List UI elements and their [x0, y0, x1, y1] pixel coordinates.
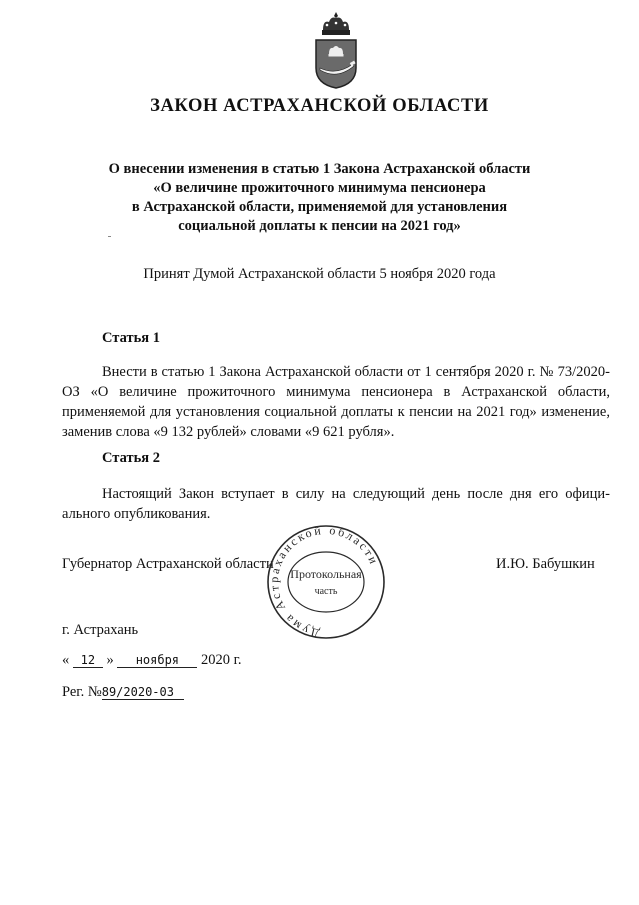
- subtitle-line: в Астраханской области, применяемой для установления: [131, 199, 508, 215]
- signatory-position: Губернатор Астраханской области: [62, 556, 274, 572]
- law-subtitle: [0, 160, 639, 236]
- stamp-center-line-2: часть: [314, 586, 338, 597]
- date-day-field: 12: [73, 653, 103, 668]
- document-title: ЗАКОН АСТРАХАНСКОЙ ОБЛАСТИ: [150, 96, 489, 116]
- stamp-center-line-1: Протокольная: [290, 567, 362, 581]
- article-1-text: Внести в статью 1 Закона Астраханской области от 1 сентября 2020 г. № 73/2020-ОЗ «О величине прожиточного минимума пенсионера в Астраханской области, применяемой для установления социальной доплаты к пенсии на 2021 год» изменение, заменив слова «9 132 рублей» словами «9 621 рубля».: [62, 364, 610, 440]
- signatory-name: И.Ю. Бабушкин: [496, 556, 595, 572]
- place-of-signing: г. Астрахань: [62, 622, 139, 638]
- adoption-line: Принят Думой Астраханской области 5 ноября 2020 года: [143, 266, 496, 282]
- stamp-ring-text: Дума Астраханской области: [266, 522, 382, 641]
- article-2-text: Настоящий Закон вступает в силу на следующий день после дня его офици-ального опубликования.: [62, 486, 610, 522]
- reg-label: Рег. №: [62, 684, 102, 700]
- scan-speck: [108, 236, 111, 237]
- stamp-inner-ring: [288, 552, 364, 612]
- stamp-seal: [262, 522, 390, 642]
- subtitle-line: «О величине прожиточного минимума пенсионера: [153, 180, 486, 196]
- article-2-heading: Статья 2: [102, 450, 160, 466]
- astrakhan-coat-of-arms-icon: [309, 10, 363, 90]
- signing-date: [62, 652, 242, 669]
- subtitle-line: О внесении изменения в статью 1 Закона Астраханской области: [108, 161, 531, 177]
- date-month-field: ноября: [117, 653, 197, 668]
- date-open-quote: «: [62, 652, 70, 668]
- date-close-quote: »: [106, 652, 114, 668]
- reg-number-field: 89/2020-03: [102, 685, 184, 700]
- registration-number: [62, 684, 184, 701]
- article-1-heading: Статья 1: [102, 330, 160, 346]
- subtitle-line: социальной доплаты к пенсии на 2021 год»: [178, 218, 461, 234]
- date-year: 2020 г.: [201, 652, 242, 668]
